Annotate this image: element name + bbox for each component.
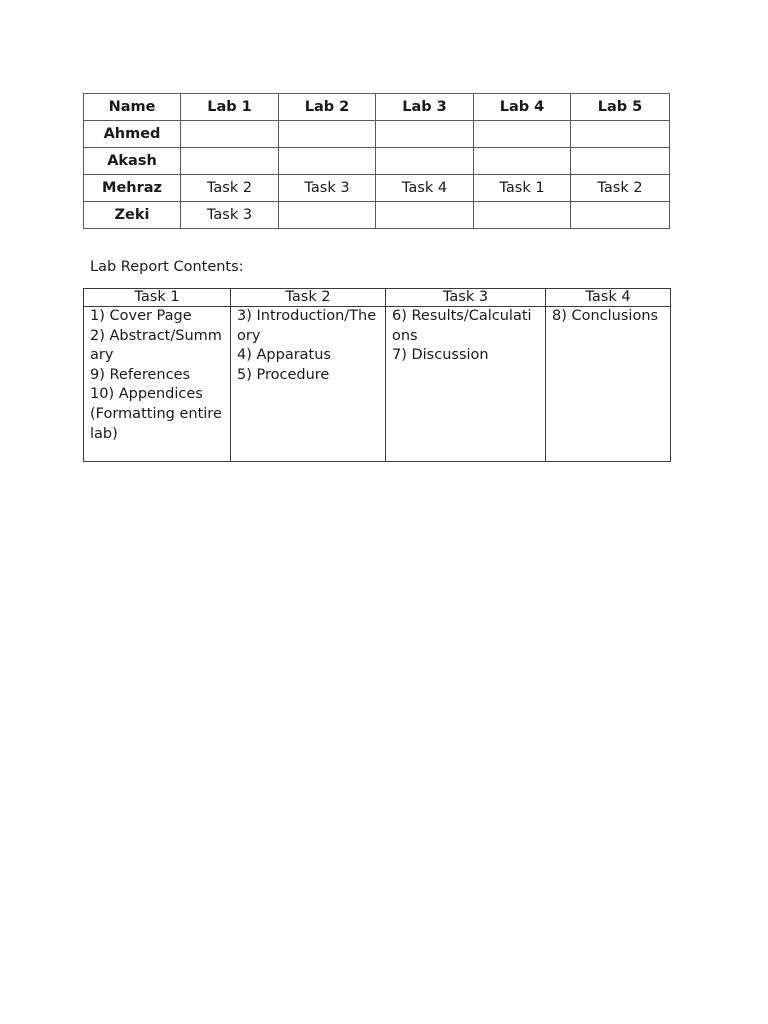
header-lab-3: Lab 3 xyxy=(376,94,474,121)
table-row xyxy=(84,175,670,202)
table-row xyxy=(84,121,670,148)
table-cell: Task 2 xyxy=(181,175,279,202)
task-2-items xyxy=(231,307,386,462)
report-contents-table xyxy=(83,288,671,462)
table-cell xyxy=(279,121,376,148)
table-cell: Task 1 xyxy=(474,175,571,202)
header-task-2: Task 2 xyxy=(231,289,386,307)
table-header-row xyxy=(84,94,670,121)
list-item: 3) Introduction/Theory xyxy=(237,308,377,344)
list-item: 9) References xyxy=(90,366,191,383)
table-cell xyxy=(474,148,571,175)
table-cell xyxy=(376,121,474,148)
header-lab-5: Lab 5 xyxy=(571,94,670,121)
header-name: Name xyxy=(84,94,181,121)
table-cell xyxy=(376,202,474,229)
list-item: 1) Cover Page xyxy=(90,308,192,324)
table-header-row xyxy=(84,289,671,307)
table-cell xyxy=(474,121,571,148)
list-item: 4) Apparatus xyxy=(237,347,331,364)
task-1-items xyxy=(84,307,231,462)
table-cell xyxy=(376,148,474,175)
table-cell xyxy=(279,202,376,229)
table-cell xyxy=(474,202,571,229)
table-cell xyxy=(571,148,670,175)
header-task-4: Task 4 xyxy=(546,289,671,307)
list-item: 5) Procedure xyxy=(237,366,330,383)
table-row xyxy=(84,148,670,175)
header-task-1: Task 1 xyxy=(84,289,231,307)
row-name: Akash xyxy=(84,148,181,175)
task-3-items xyxy=(386,307,546,462)
table-cell xyxy=(181,148,279,175)
header-lab-2: Lab 2 xyxy=(279,94,376,121)
list-item: 8) Conclusions xyxy=(552,308,659,324)
row-name: Mehraz xyxy=(84,175,181,202)
header-task-3: Task 3 xyxy=(386,289,546,307)
table-cell xyxy=(571,121,670,148)
table-cell xyxy=(571,202,670,229)
task-4-items xyxy=(546,307,671,462)
list-item: 10) Appendices (Formatting entire lab) xyxy=(90,386,222,442)
header-lab-1: Lab 1 xyxy=(181,94,279,121)
header-lab-4: Lab 4 xyxy=(474,94,571,121)
table-cell xyxy=(279,148,376,175)
list-item: 7) Discussion xyxy=(392,347,489,364)
lab-assignment-table xyxy=(83,93,670,229)
table-cell xyxy=(181,121,279,148)
row-name: Zeki xyxy=(84,202,181,229)
list-item: 6) Results/Calculations xyxy=(392,308,532,344)
list-item: 2) Abstract/Summary xyxy=(90,327,222,364)
table-cell: Task 2 xyxy=(571,175,670,202)
row-name: Ahmed xyxy=(84,121,181,148)
table-cell: Task 3 xyxy=(279,175,376,202)
table-cell: Task 3 xyxy=(181,202,279,229)
table-row xyxy=(84,202,670,229)
table-row xyxy=(84,307,671,462)
table-cell: Task 4 xyxy=(376,175,474,202)
section-label: Lab Report Contents: xyxy=(90,259,244,275)
